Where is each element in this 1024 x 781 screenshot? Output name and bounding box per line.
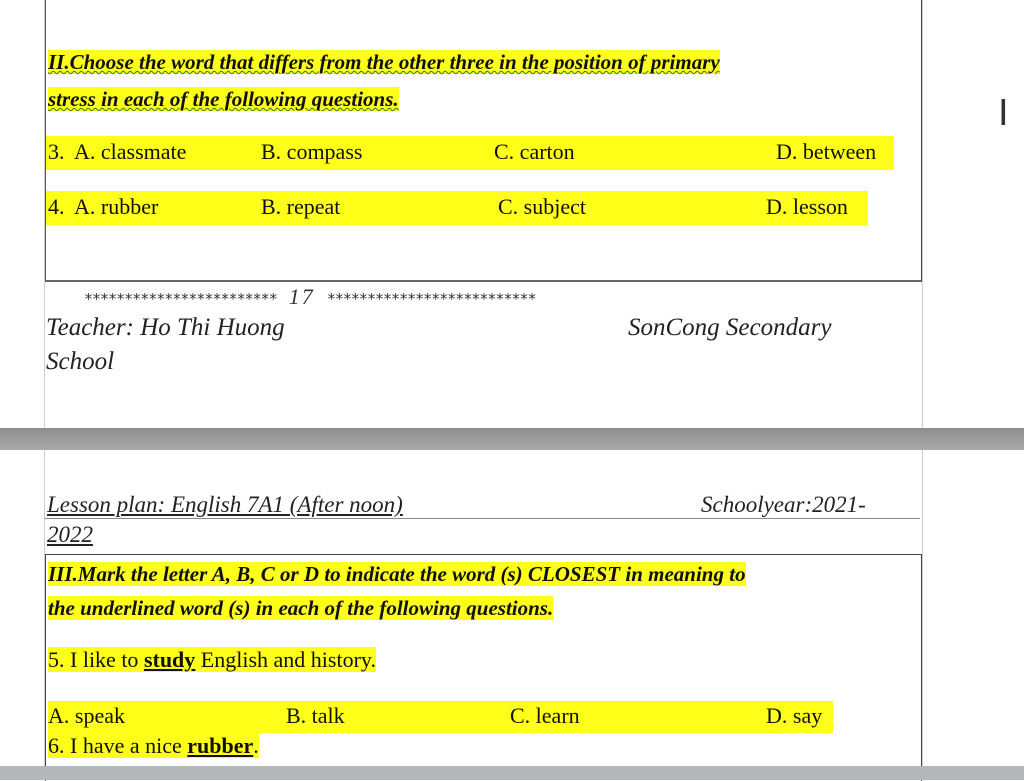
footer-stars-right: ************************** xyxy=(326,290,536,308)
header-schoolyear-line2: 2022 xyxy=(47,522,93,547)
question-6-prefix: 6. I have a nice xyxy=(48,733,188,758)
exercise-box-meaning xyxy=(45,554,922,781)
question-5-option-a: A. speak xyxy=(48,703,125,728)
question-3-row xyxy=(46,136,894,170)
question-3-option-c: C. carton xyxy=(494,139,575,164)
question-5-suffix: English and history. xyxy=(195,647,376,672)
question-5-option-c: C. learn xyxy=(510,703,580,728)
question-3-option-a: A. classmate xyxy=(74,139,187,164)
question-3-option-b: B. compass xyxy=(261,139,363,164)
footer-school-line2: School xyxy=(46,348,115,375)
question-4-number: 4. xyxy=(48,194,65,219)
question-4-option-c: C. subject xyxy=(498,194,586,219)
question-4-option-b: B. repeat xyxy=(261,194,341,219)
footer-star-line xyxy=(44,284,536,310)
question-3-option-d: D. between xyxy=(776,139,877,164)
section2-instruction-line2: stress in each of the following questions. xyxy=(48,87,399,111)
question-4-row xyxy=(46,191,868,225)
footer-stars-left: ************************ xyxy=(84,290,277,308)
footer-page-number: 17 xyxy=(288,284,315,309)
window-bottom-edge xyxy=(0,766,1024,780)
question-4-option-d: D. lesson xyxy=(766,194,848,219)
question-6-underlined-word: rubber xyxy=(187,733,254,758)
exercise-box-stress xyxy=(45,0,922,282)
question-5-options xyxy=(48,701,833,733)
document-page-top xyxy=(44,0,923,428)
section3-instruction-line1: III.Mark the letter A, B, C or D to indicate the word (s) CLOSEST in meaning to xyxy=(48,562,746,586)
page-separator xyxy=(0,428,1024,450)
section2-instruction-line1: II.Choose the word that differs from the other three in the position of primary xyxy=(48,50,720,74)
question-6 xyxy=(48,733,259,759)
question-3-number: 3. xyxy=(48,139,65,164)
question-5 xyxy=(48,647,376,673)
question-5-prefix: 5. I like to xyxy=(48,647,144,672)
question-6-suffix: . xyxy=(253,733,259,758)
document-page-bottom xyxy=(44,450,923,780)
section3-instruction-line2: the underlined word (s) in each of the following questions. xyxy=(48,596,554,620)
header-schoolyear-line1: Schoolyear:2021- xyxy=(701,492,866,517)
header-lesson-plan: Lesson plan: English 7A1 (After noon) xyxy=(47,492,403,517)
text-cursor-icon: I xyxy=(998,93,1009,134)
question-5-option-d: D. say xyxy=(766,703,823,728)
question-5-underlined-word: study xyxy=(143,647,196,672)
question-4-option-a: A. rubber xyxy=(74,194,159,219)
header-rule xyxy=(45,518,920,519)
question-5-option-b: B. talk xyxy=(286,703,345,728)
footer-school-line1: SonCong Secondary xyxy=(628,314,832,341)
footer-teacher: Teacher: Ho Thi Huong xyxy=(46,314,285,341)
